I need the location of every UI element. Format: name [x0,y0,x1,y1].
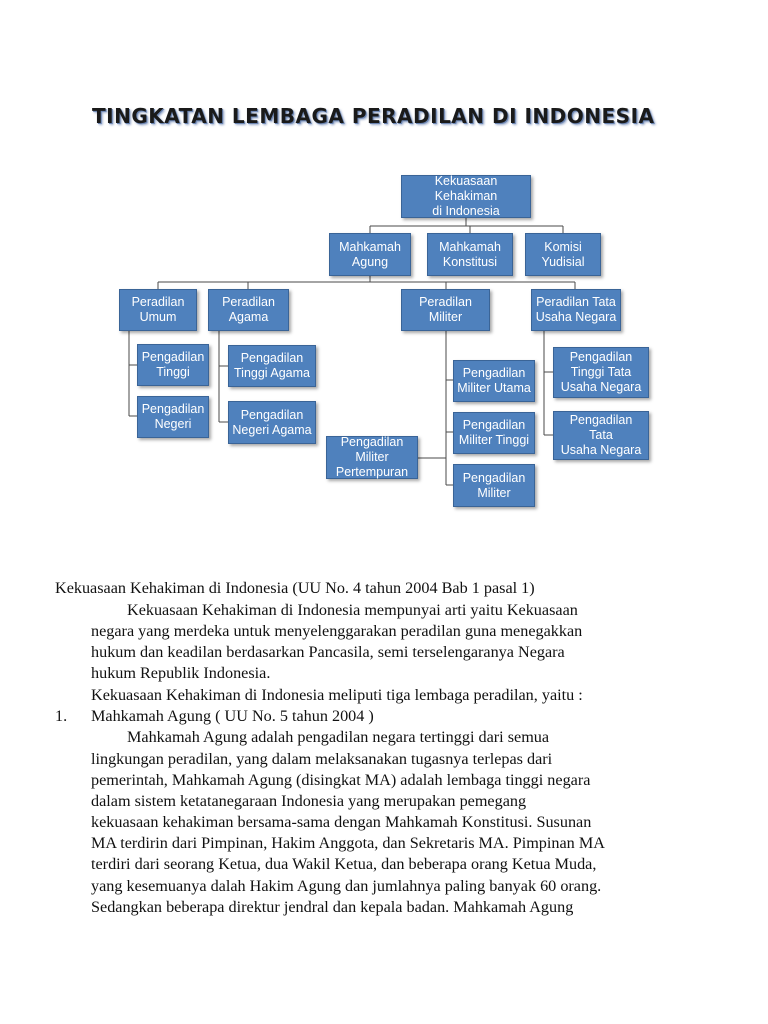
paragraph-line: Mahkamah Agung adalah pengadilan negara tertinggi dari semua [127,728,550,746]
org-node-peradilan-militer: Peradilan Militer [401,289,490,331]
paragraph-line: terdiri dari seorang Ketua, dua Wakil Ketua, dan beberapa orang Ketua Muda, [91,855,597,873]
list-item-heading: Mahkamah Agung ( UU No. 5 tahun 2004 ) [91,707,374,725]
org-node-pengadilan-militer: Pengadilan Militer [453,464,535,507]
section-heading: Kekuasaan Kehakiman di Indonesia (UU No. 4 tahun 2004 Bab 1 pasal 1) [55,579,535,597]
org-node-pengadilan-militer-tinggi: Pengadilan Militer Tinggi [453,412,535,454]
org-node-mahkamah-agung: Mahkamah Agung [329,233,411,276]
org-node-pengadilan-tinggi-agama: Pengadilan Tinggi Agama [228,345,316,387]
paragraph-line: hukum dan keadilan berdasarkan Pancasila, semi terselengaranya Negara [91,643,565,661]
org-node-pengadilan-tinggi: Pengadilan Tinggi [137,344,209,386]
paragraph-line: yang kesemuanya dalah Hakim Agung dan jumlahnya paling banyak 60 orang. [91,877,602,895]
org-node-pengadilan-negeri: Pengadilan Negeri [137,396,209,438]
paragraph-line: dalam sistem ketatanegaraan Indonesia yang merupakan pemegang [91,792,527,810]
page-title: TINGKATAN LEMBAGA PERADILAN DI INDONESIA [92,104,655,128]
paragraph-line: kekuasaan kehakiman bersama-sama dengan Mahkamah Konstitusi. Susunan [91,813,592,831]
paragraph-line: hukum Republik Indonesia. [91,664,271,682]
org-node-pengadilan-tinggi-tun: Pengadilan Tinggi Tata Usaha Negara [553,347,649,398]
org-node-pengadilan-militer-utama: Pengadilan Militer Utama [453,360,535,402]
paragraph-line: Sedangkan beberapa direktur jendral dan kepala badan. Mahkamah Agung [91,898,574,916]
org-node-peradilan-umum: Peradilan Umum [119,289,197,331]
org-node-pengadilan-militer-pertempuran: Pengadilan Militer Pertempuran [326,436,418,479]
paragraph-line: Kekuasaan Kehakiman di Indonesia mempunyai arti yaitu Kekuasaan [127,601,578,619]
paragraph-line: negara yang merdeka untuk menyelenggarakan peradilan guna menegakkan [91,622,583,640]
org-node-kekuasaan-kehakiman: Kekuasaan Kehakiman di Indonesia [401,175,531,218]
org-node-pengadilan-tun: Pengadilan Tata Usaha Negara [553,411,649,460]
org-node-peradilan-agama: Peradilan Agama [208,289,289,331]
org-node-pengadilan-negeri-agama: Pengadilan Negeri Agama [228,401,316,444]
org-node-mahkamah-konstitusi: Mahkamah Konstitusi [427,233,513,276]
paragraph-line: pemerintah, Mahkamah Agung (disingkat MA) adalah lembaga tinggi negara [91,771,591,789]
paragraph-line: Kekuasaan Kehakiman di Indonesia meliputi tiga lembaga peradilan, yaitu : [91,686,583,704]
org-node-peradilan-tata-usaha-negara: Peradilan Tata Usaha Negara [531,289,621,331]
paragraph-line: lingkungan peradilan, yang dalam melaksanakan tugasnya terlepas dari [91,750,553,768]
list-number: 1. [55,707,68,725]
paragraph-line: MA terdirin dari Pimpinan, Hakim Anggota, dan Sekretaris MA. Pimpinan MA [91,834,605,852]
org-node-komisi-yudisial: Komisi Yudisial [525,233,601,276]
